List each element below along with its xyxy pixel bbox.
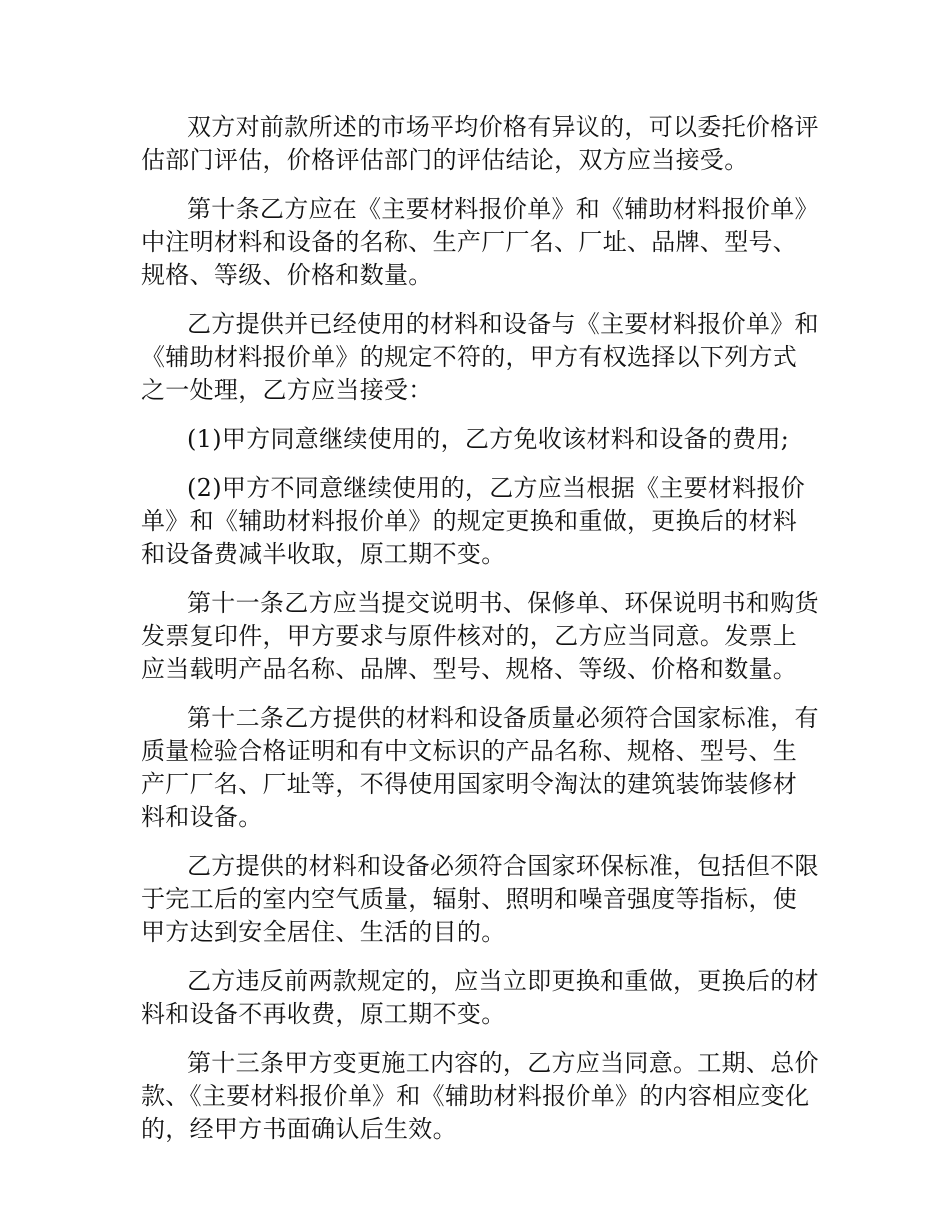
paragraph-nonconforming-materials: 乙方提供并已经使用的材料和设备与《主要材料报价单》和《辅助材料报价单》的规定不符的，甲方有权选择以下列方式之一处理，乙方应当接受：: [141, 310, 819, 404]
paragraph-article-10: 第十条乙方应在《主要材料报价单》和《辅助材料报价单》中注明材料和设备的名称、生产厂厂名、厂址、品牌、型号、规格、等级、价格和数量。: [141, 195, 819, 289]
paragraph-option-1: (1)甲方同意继续使用的，乙方免收该材料和设备的费用;: [187, 425, 790, 453]
paragraph-article-12: 第十二条乙方提供的材料和设备质量必须符合国家标准，有质量检验合格证明和有中文标识的产品名称、规格、型号、生产厂厂名、厂址等，不得使用国家明令淘汰的建筑装饰装修材料和设备。: [141, 704, 819, 831]
paragraph-article-13: 第十三条甲方变更施工内容的，乙方应当同意。工期、总价款、《主要材料报价单》和《辅助材料报价单》的内容相应变化的，经甲方书面确认后生效。: [141, 1049, 819, 1143]
paragraph-violation-remedy: 乙方违反前两款规定的，应当立即更换和重做，更换后的材料和设备不再收费，原工期不变。: [141, 967, 819, 1028]
paragraph-price-dispute: 双方对前款所述的市场平均价格有异议的，可以委托价格评估部门评估，价格评估部门的评估结论，双方应当接受。: [141, 113, 819, 174]
paragraph-option-2: (2)甲方不同意继续使用的，乙方应当根据《主要材料报价单》和《辅助材料报价单》的规定更换和重做，更换后的材料和设备费减半收取，原工期不变。: [141, 474, 806, 568]
paragraph-article-11: 第十一条乙方应当提交说明书、保修单、环保说明书和购货发票复印件，甲方要求与原件核对的，乙方应当同意。发票上应当载明产品名称、品牌、型号、规格、等级、价格和数量。: [141, 589, 819, 683]
document-body: [141, 111, 821, 1162]
paragraph-environmental-standards: 乙方提供的材料和设备必须符合国家环保标准，包括但不限于完工后的室内空气质量，辐射、照明和噪音强度等指标，使甲方达到安全居住、生活的目的。: [141, 852, 819, 946]
